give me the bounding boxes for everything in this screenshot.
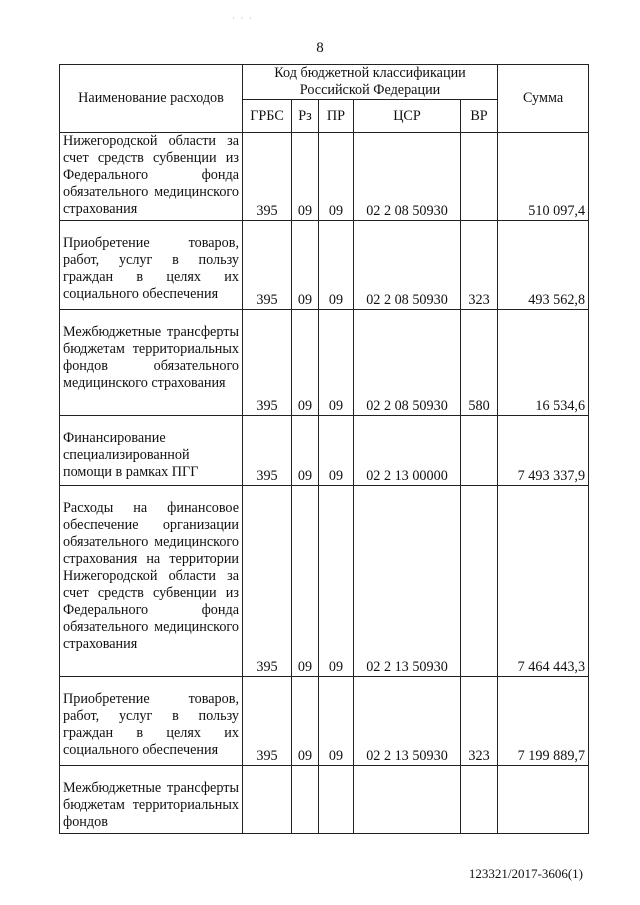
row-pr: 09 — [319, 677, 354, 766]
column-header-vr: ВР — [461, 100, 498, 133]
column-header-sum: Сумма — [498, 65, 589, 133]
row-csr: 02 2 08 50930 — [354, 310, 461, 416]
row-grbs — [243, 766, 292, 834]
row-rz — [292, 766, 319, 834]
row-sum: 16 534,6 — [498, 310, 589, 416]
row-sum — [498, 766, 589, 834]
page-number: 8 — [316, 40, 324, 56]
row-sum: 7 464 443,3 — [498, 486, 589, 677]
table-row — [60, 221, 589, 310]
scan-artifact: · · · — [232, 14, 254, 23]
row-rz: 09 — [292, 416, 319, 486]
row-sum: 510 097,4 — [498, 133, 589, 221]
column-header-code-group: Код бюджетной классификации Российской Федерации — [243, 65, 498, 100]
row-sum: 493 562,8 — [498, 221, 589, 310]
row-name: Нижегородской области за счет средств субвенции из Федерального фонда обязательного медицинского страхования — [60, 133, 243, 221]
column-header-csr: ЦСР — [354, 100, 461, 133]
column-header-grbs: ГРБС — [243, 100, 292, 133]
row-name: Приобретение товаров, работ, услуг в пользу граждан в целях их социального обеспечения — [60, 221, 243, 310]
table-row — [60, 486, 589, 677]
row-vr — [461, 416, 498, 486]
budget-table — [59, 64, 589, 834]
table-row — [60, 133, 589, 221]
row-name: Расходы на финансовое обеспечение организации обязательного медицинского страхования на территории Нижегородской области за счет средств субвенции из Федерального фонда обязательного медицинского страхования — [60, 486, 243, 677]
row-grbs: 395 — [243, 416, 292, 486]
row-rz: 09 — [292, 310, 319, 416]
row-vr: 580 — [461, 310, 498, 416]
row-vr: 323 — [461, 677, 498, 766]
row-sum: 7 493 337,9 — [498, 416, 589, 486]
row-vr — [461, 133, 498, 221]
row-name: Приобретение товаров, работ, услуг в пользу граждан в целях их социального обеспечения — [60, 677, 243, 766]
row-pr: 09 — [319, 133, 354, 221]
row-grbs: 395 — [243, 486, 292, 677]
row-pr: 09 — [319, 310, 354, 416]
row-pr — [319, 766, 354, 834]
row-pr: 09 — [319, 221, 354, 310]
row-pr: 09 — [319, 486, 354, 677]
row-pr: 09 — [319, 416, 354, 486]
table-row — [60, 766, 589, 834]
column-header-name: Наименование расходов — [60, 65, 243, 133]
row-csr — [354, 766, 461, 834]
row-vr — [461, 486, 498, 677]
document-code: 123321/2017-3606(1) — [468, 866, 583, 881]
row-sum: 7 199 889,7 — [498, 677, 589, 766]
row-csr: 02 2 08 50930 — [354, 133, 461, 221]
table-row — [60, 416, 589, 486]
row-rz: 09 — [292, 486, 319, 677]
row-name: Финансирование специализированной помощи в рамках ПГГ — [60, 416, 243, 486]
row-csr: 02 2 13 00000 — [354, 416, 461, 486]
row-rz: 09 — [292, 133, 319, 221]
row-rz: 09 — [292, 221, 319, 310]
row-vr: 323 — [461, 221, 498, 310]
column-header-rz: Рз — [292, 100, 319, 133]
table-row — [60, 677, 589, 766]
header-row-main — [60, 65, 589, 100]
row-csr: 02 2 13 50930 — [354, 486, 461, 677]
row-csr: 02 2 08 50930 — [354, 221, 461, 310]
row-vr — [461, 766, 498, 834]
row-grbs: 395 — [243, 310, 292, 416]
row-grbs: 395 — [243, 221, 292, 310]
row-name: Межбюджетные трансферты бюджетам территориальных фондов обязательного медицинского страхования — [60, 310, 243, 416]
column-header-pr: ПР — [319, 100, 354, 133]
row-csr: 02 2 13 50930 — [354, 677, 461, 766]
row-rz: 09 — [292, 677, 319, 766]
row-grbs: 395 — [243, 677, 292, 766]
row-name: Межбюджетные трансферты бюджетам территориальных фондов — [60, 766, 243, 834]
row-grbs: 395 — [243, 133, 292, 221]
table-row — [60, 310, 589, 416]
